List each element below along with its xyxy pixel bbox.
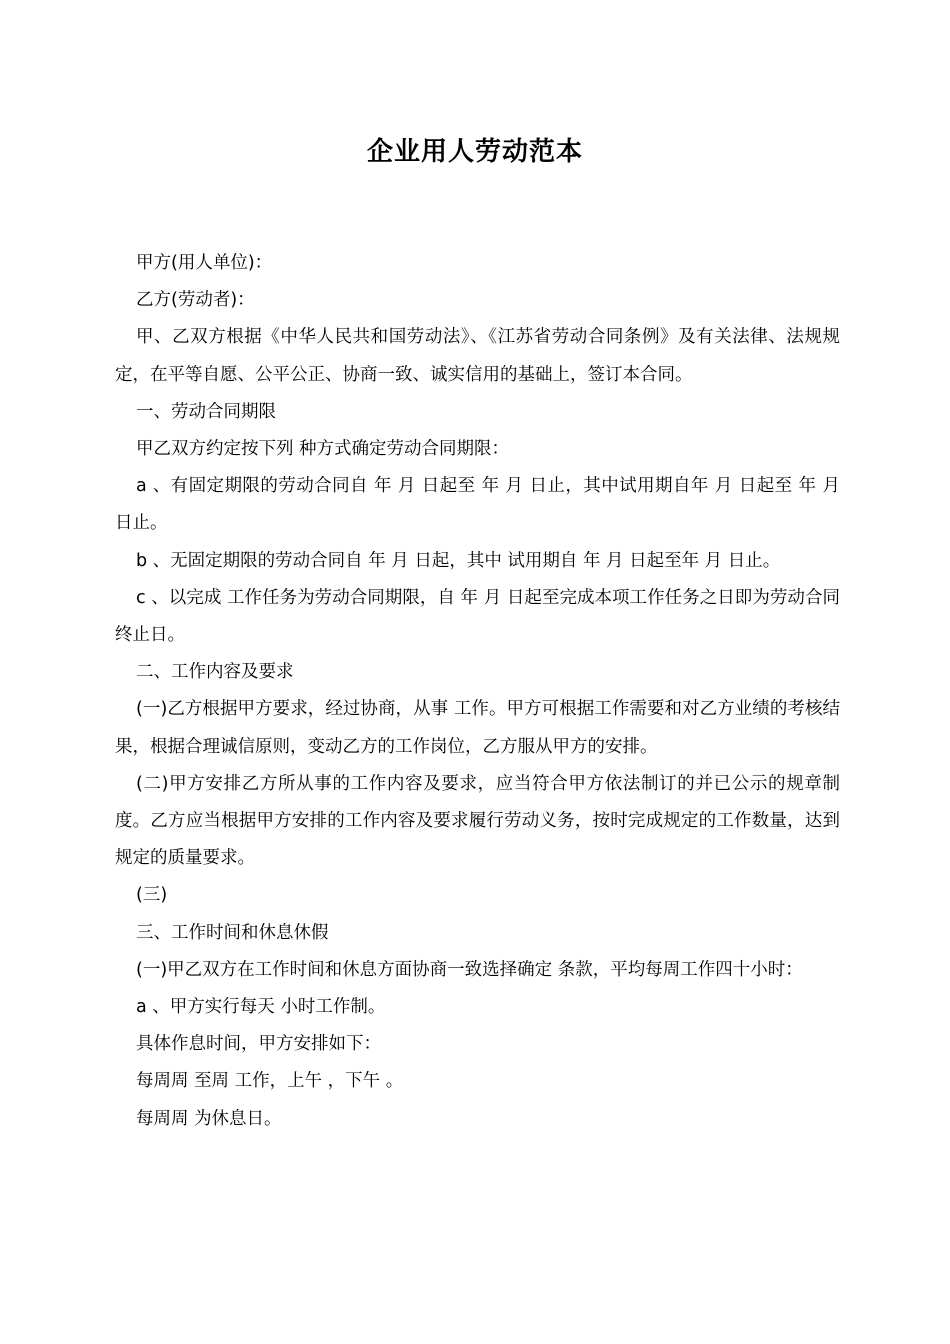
work-hours-option-a: a 、甲方实行每天 小时工作制。 [136, 997, 386, 1018]
weekly-schedule: 每周周 至周 工作，上午 ，下午 。 [136, 1071, 404, 1092]
work-content-item-3: (三) [136, 885, 168, 906]
rest-day-line: 每周周 为休息日。 [136, 1108, 282, 1129]
term-option-b: b 、无固定期限的劳动合同自 年 月 日起，其中 试用期自 年 月 日起至年 月 日止。 [136, 550, 781, 571]
work-hours-item-1: (一)甲乙双方在工作时间和休息方面协商一致选择确定 条款，平均每周工作四十小时： [136, 959, 803, 980]
schedule-intro: 具体作息时间，甲方安排如下： [136, 1034, 381, 1055]
term-option-c: c 、以完成 工作任务为劳动合同期限，自 年 月 日起至完成本项工作任务之日即为劳动合同终止日。 [115, 587, 840, 646]
party-b-line: 乙方(劳动者)： [136, 290, 255, 311]
preamble-paragraph: 甲、乙双方根据《中华人民共和国劳动法》、《江苏省劳动合同条例》及有关法律、法规规定，在平等自愿、公平公正、协商一致、诚实信用的基础上，签订本合同。 [115, 327, 840, 385]
document-body [115, 245, 840, 1138]
contract-term-intro: 甲乙双方约定按下列 种方式确定劳动合同期限： [136, 439, 510, 460]
document-title: 企业用人劳动范本 [366, 137, 583, 167]
work-content-item-2: (二)甲方安排乙方所从事的工作内容及要求，应当符合甲方依法制订的并已公示的规章制度。乙方应当根据甲方安排的工作内容及要求履行劳动义务，按时完成规定的工作数量，达到规定的质量要求。 [115, 773, 840, 869]
term-option-a: a 、有固定期限的劳动合同自 年 月 日起至 年 月 日止，其中试用期自年 月 日起至 年 月 日止。 [115, 476, 840, 534]
section-heading-work-content: 二、工作内容及要求 [136, 662, 294, 683]
section-heading-work-hours: 三、工作时间和休息休假 [136, 922, 329, 943]
work-content-item-1: (一)乙方根据甲方要求，经过协商，从事 工作。甲方可根据工作需要和对乙方业绩的考核结果，根据合理诚信原则，变动乙方的工作岗位，乙方服从甲方的安排。 [115, 699, 840, 757]
party-a-line: 甲方(用人单位)： [136, 253, 273, 273]
section-heading-contract-term: 一、劳动合同期限 [136, 401, 276, 422]
